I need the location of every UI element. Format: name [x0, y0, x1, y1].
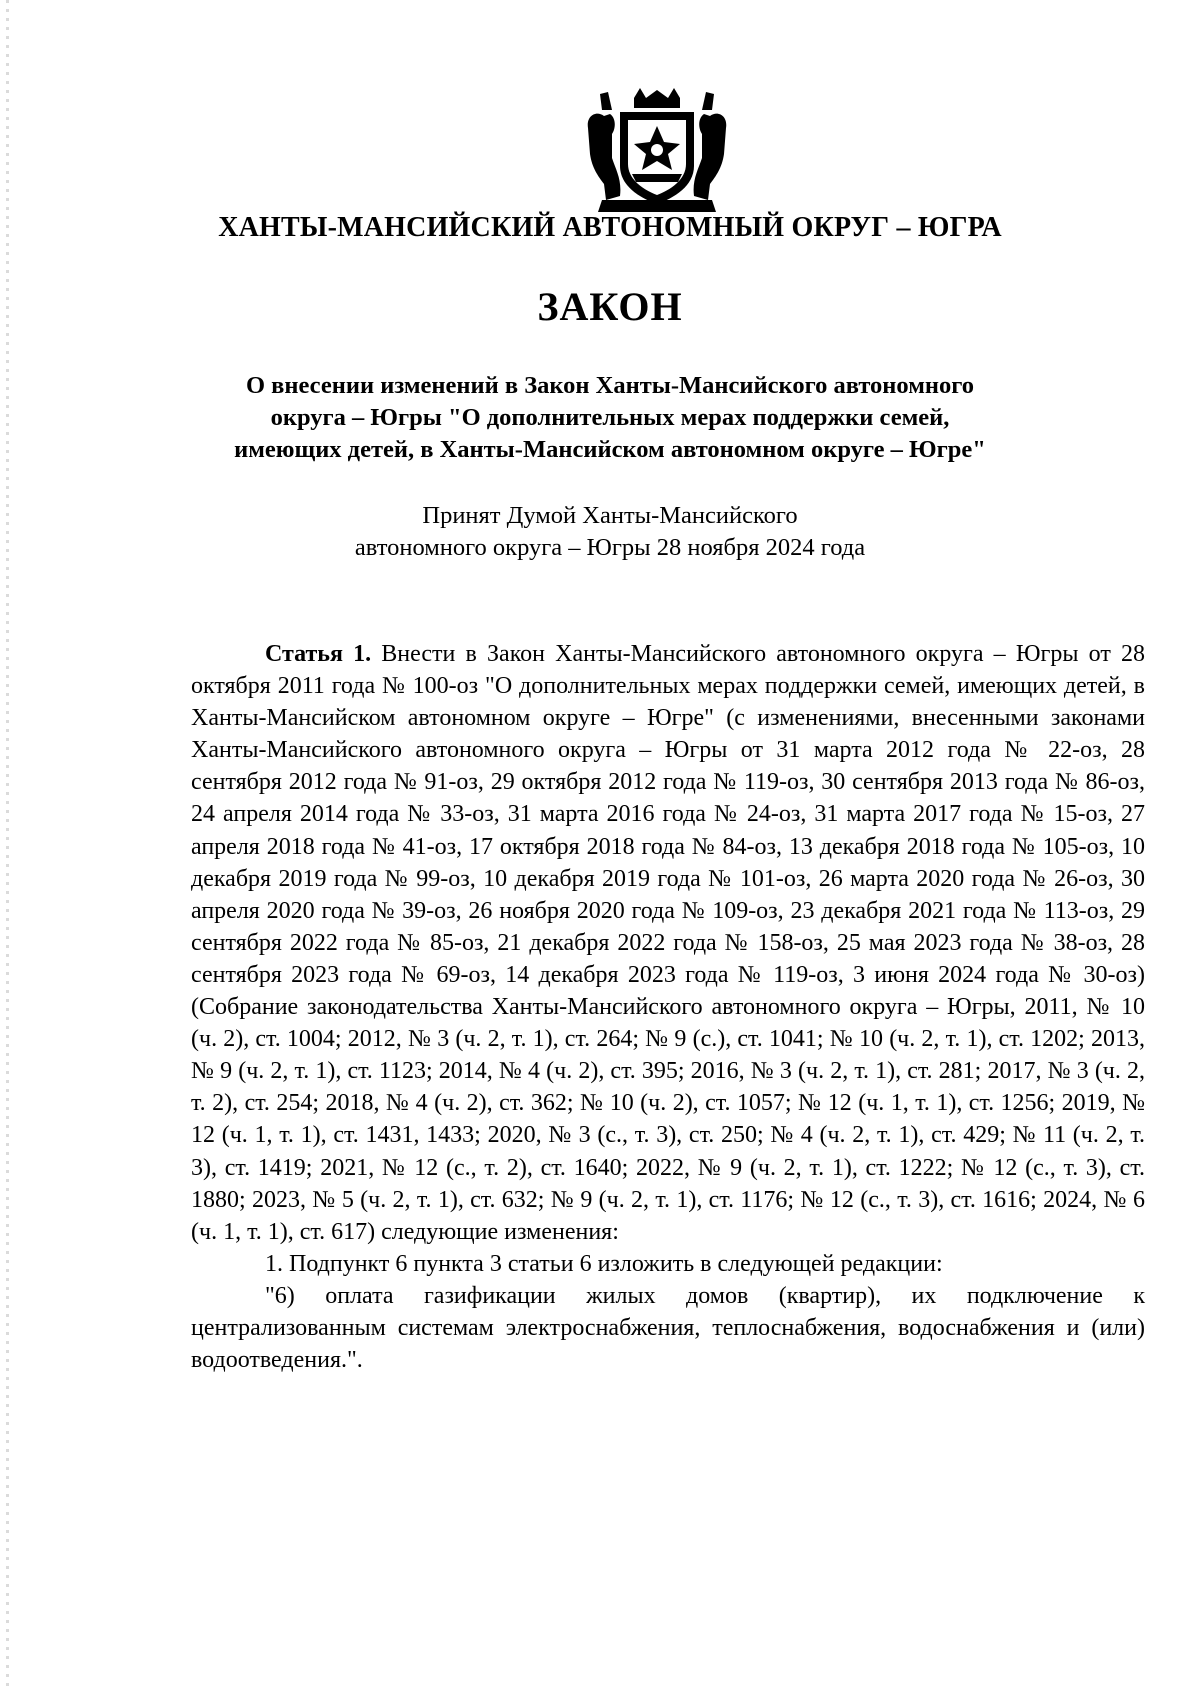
- region-title: ХАНТЫ-МАНСИЙСКИЙ АВТОНОМНЫЙ ОКРУГ – ЮГРА: [218, 212, 1002, 243]
- article-1-paragraph: [191, 638, 1145, 1248]
- article-label: Статья 1.: [265, 641, 372, 667]
- scan-edge-artifact: [6, 0, 9, 1687]
- amendment-item-1: 1. Подпункт 6 пункта 3 статьи 6 изложить в следующей редакции:: [265, 1250, 943, 1277]
- coat-of-arms-emblem: [582, 88, 732, 216]
- article-text: Внести в Закон Ханты-Мансийского автономного округа – Югры от 28 октября 2011 года № 100-оз "О дополнительных мерах поддержки семей, имеющих детей, в Ханты-Мансийском автономном округе – Югре" (с изменениями, внесенными законами Ханты-Мансийского автономного округа – Югры от 31 марта 2012 года № 22-оз, 28 сентября 2012 года № 91-оз, 29 октября 2012 года № 119-оз, 30 сентября 2013 года № 86-оз, 24 апреля 2014 года № 33-оз, 31 марта 2016 года № 24-оз, 31 марта 2017 года № 15-оз, 27 апреля 2018 года № 41-оз, 17 октября 2018 года № 84-оз, 13 декабря 2018 года № 105-оз, 10 декабря 2019 года № 99-оз, 10 декабря 2019 года № 101-оз, 26 марта 2020 года № 26-оз, 30 апреля 2020 года № 39-оз, 26 ноября 2020 года № 109-оз, 23 декабря 2021 года № 113-оз, 29 сентября 2022 года № 85-оз, 21 декабря 2022 года № 158-оз, 25 мая 2023 года № 38-оз, 28 сентября 2023 года № 69-оз, 14 декабря 2023 года № 119-оз, 3 июня 2024 года № 30-оз) (Собрание законодательства Ханты-Мансийского автономного округа – Югры, 2011, № 10 (ч. 2), ст. 1004; 2012, № 3 (ч. 2, т. 1), ст. 264; № 9 (с.), ст. 1041; № 10 (ч. 2, т. 1), ст. 1202; 2013, № 9 (ч. 2, т. 1), ст. 1123; 2014, № 4 (ч. 2), ст. 395; 2016, № 3 (ч. 2, т. 1), ст. 281; 2017, № 3 (ч. 2, т. 2), ст. 254; 2018, № 4 (ч. 2), ст. 362; № 10 (ч. 2), ст. 1057; № 12 (ч. 1, т. 1), ст. 1256; 2019, № 12 (ч. 1, т. 1), ст. 1431, 1433; 2020, № 3 (с., т. 3), ст. 250; № 4 (ч. 2, т. 1), ст. 429; № 11 (ч. 2, т. 3), ст. 1419; 2021, № 12 (с., т. 2), ст. 1640; 2022, № 9 (ч. 2, т. 1), ст. 1222; № 12 (с., т. 3), ст. 1880; 2023, № 5 (ч. 2, т. 1), ст. 632; № 9 (ч. 2, т. 1), ст. 1176; № 12 (с., т. 3), ст. 1616; 2024, № 6 (ч. 1, т. 1), ст. 617) следующие изменения:: [191, 641, 1145, 1245]
- subject-line: имеющих детей, в Ханты-Мансийском автономном округе – Югре": [234, 436, 986, 463]
- adoption-note: [0, 500, 1200, 564]
- subject-line: О внесении изменений в Закон Ханты-Мансийского автономного: [245, 372, 975, 399]
- adoption-line: Принят Думой Ханты-Мансийского: [422, 502, 798, 529]
- law-subject-title: [0, 370, 1200, 466]
- law-body: [191, 638, 1145, 1376]
- amendment-item-1-quote: "6) оплата газификации жилых домов (квартир), их подключение к централизованным системам электроснабжения, теплоснабжения, водоснабжения и (или) водоотведения.".: [191, 1282, 1145, 1374]
- document-type-heading: ЗАКОН: [537, 284, 683, 329]
- subject-line: округа – Югры "О дополнительных мерах поддержки семей,: [270, 404, 950, 431]
- adoption-line: автономного округа – Югры 28 ноября 2024 года: [354, 534, 866, 561]
